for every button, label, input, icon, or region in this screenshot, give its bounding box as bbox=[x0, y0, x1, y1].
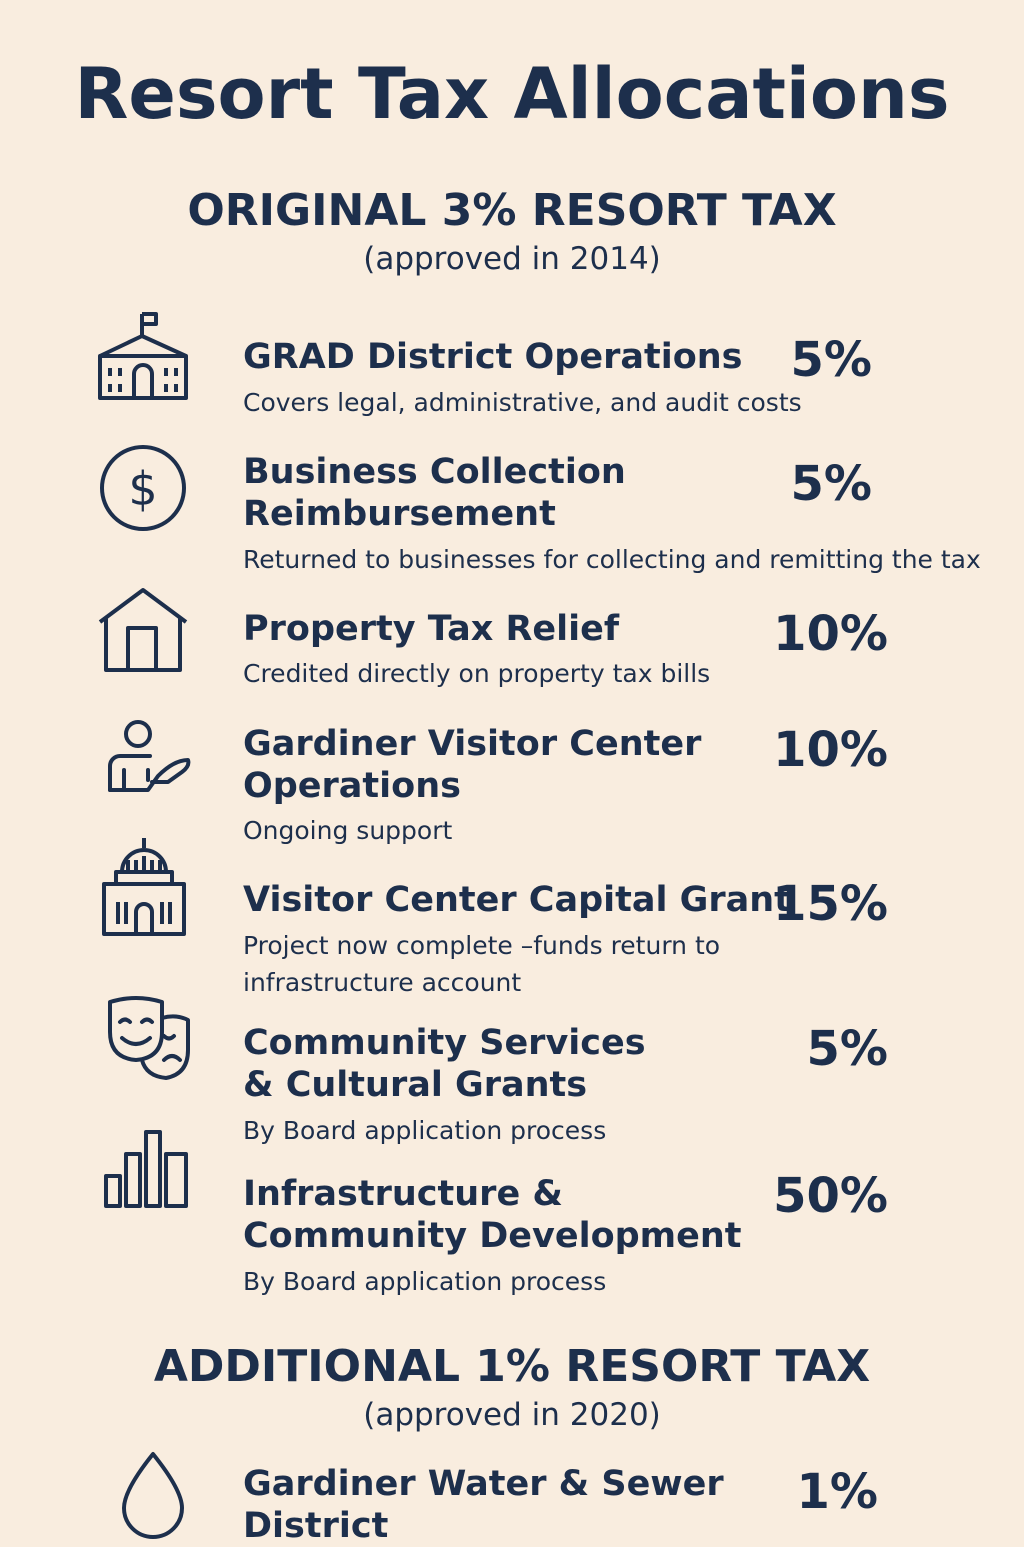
item-title: GRAD District Operations bbox=[243, 337, 743, 377]
item-percent: 10% bbox=[773, 606, 888, 662]
item-description: Project now complete –funds return to infrastructure account bbox=[243, 931, 721, 997]
item-percent: 5% bbox=[806, 1021, 888, 1077]
original-tax-subheading: (approved in 2014) bbox=[363, 241, 661, 277]
item-title-line2: Operations bbox=[243, 766, 461, 806]
item-title: Business Collection bbox=[243, 452, 626, 492]
house-icon bbox=[98, 588, 190, 672]
item-percent: 50% bbox=[773, 1168, 888, 1224]
item-description: Returned to businesses for collecting and remitting the tax bbox=[243, 545, 981, 574]
item-title: Community Services bbox=[243, 1023, 646, 1063]
original-tax-heading: ORIGINAL 3% RESORT TAX bbox=[187, 185, 837, 236]
additional-tax-subheading: (approved in 2020) bbox=[363, 1397, 661, 1433]
dollar-coin-icon bbox=[100, 445, 188, 533]
item-title-line2: District bbox=[243, 1506, 389, 1546]
item-percent: 1% bbox=[796, 1464, 878, 1520]
item-percent: 15% bbox=[773, 876, 888, 932]
theater-masks-icon bbox=[106, 996, 192, 1080]
additional-tax-heading: ADDITIONAL 1% RESORT TAX bbox=[153, 1341, 871, 1392]
item-description: Credited directly on property tax bills bbox=[243, 659, 711, 688]
item-title: Property Tax Relief bbox=[243, 609, 620, 649]
item-percent: 10% bbox=[773, 722, 888, 778]
item-description: By Board application process bbox=[243, 1267, 607, 1296]
person-helping-icon bbox=[108, 720, 192, 794]
school-building-icon bbox=[98, 312, 190, 402]
item-title-line2: Reimbursement bbox=[243, 494, 556, 534]
page-title: Resort Tax Allocations bbox=[74, 53, 950, 135]
water-drop-icon bbox=[120, 1452, 186, 1536]
item-percent: 5% bbox=[790, 332, 872, 388]
capitol-building-icon bbox=[102, 838, 188, 938]
item-title: Gardiner Visitor Center bbox=[243, 724, 702, 764]
item-title: Visitor Center Capital Grant bbox=[243, 880, 791, 920]
item-description: Covers legal, administrative, and audit costs bbox=[243, 388, 802, 417]
item-title: Infrastructure & bbox=[243, 1174, 563, 1214]
item-title: Gardiner Water & Sewer bbox=[243, 1464, 724, 1504]
item-title-line2: Community Development bbox=[243, 1216, 742, 1256]
svg-text:$: $ bbox=[128, 462, 158, 516]
item-percent: 5% bbox=[790, 456, 872, 512]
item-title-line2: & Cultural Grants bbox=[243, 1065, 588, 1105]
bar-chart-icon bbox=[104, 1130, 190, 1208]
item-description: Ongoing support bbox=[243, 816, 453, 845]
item-description: By Board application process bbox=[243, 1116, 607, 1145]
